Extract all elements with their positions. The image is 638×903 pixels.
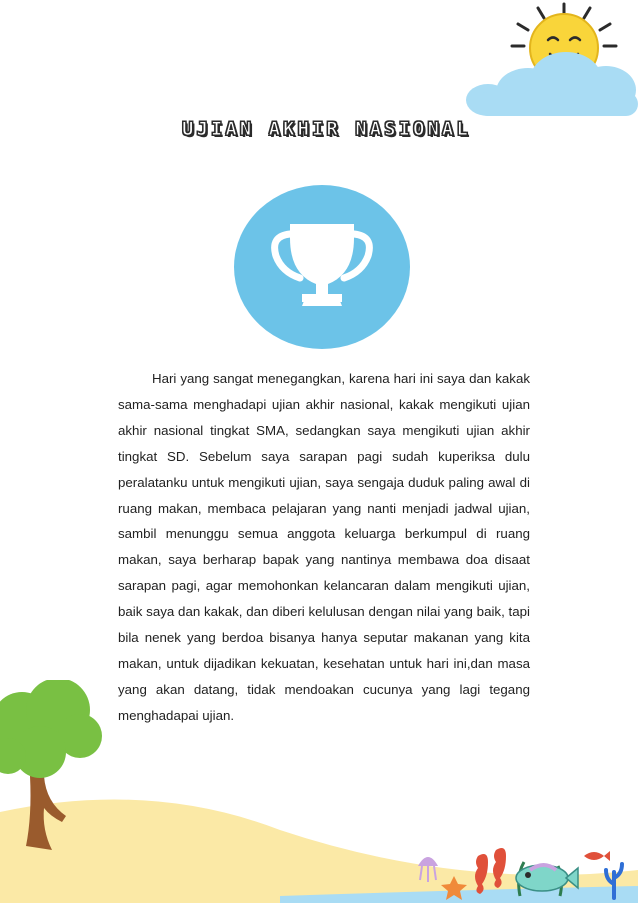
small-fish-icon	[584, 851, 610, 861]
jellyfish-icon	[418, 857, 438, 882]
story-body	[118, 366, 530, 729]
page-title: UJIAN AKHIR NASIONAL	[182, 118, 471, 140]
smiling-sun-icon	[466, 0, 638, 120]
trophy-icon	[232, 184, 412, 350]
beach-scenery	[0, 680, 638, 903]
cloud-icon	[466, 52, 638, 116]
story-paragraph: Hari yang sangat menegangkan, karena hari ini saya dan kakak sama-sama menghadapi ujian akhir nasional, kakak mengikuti ujian akhir nasional tingkat SMA, sedangkan saya mengikuti ujian akhir tingkat SD. Sebelum saya sarapan pagi sudah kuperiksa dulu peralatanku untuk mengikuti ujian, saya sengaja duduk paling awal di ruang makan, membaca pelajaran yang nanti menjadi jadwal ujian, sambil menunggu semua anggota keluarga berkumpul di ruang makan, saya berharap bapak yang nantinya membawa doa disaat sarapan pagi, agar memohonkan kelancaran dalam mengikuti ujian, baik saya dan kakak, dan diberi kelulusan dengan nilai yang baik, tapi bila nenek yang berdoa bisanya hanya seputar makanan yang kita makan, untuk dijadikan kekuatan, kesehatan untuk hari ini,dan masa yang akan datang, tidak mendoakan cucunya yang lagi tegang menghadapai ujian.	[118, 371, 530, 723]
